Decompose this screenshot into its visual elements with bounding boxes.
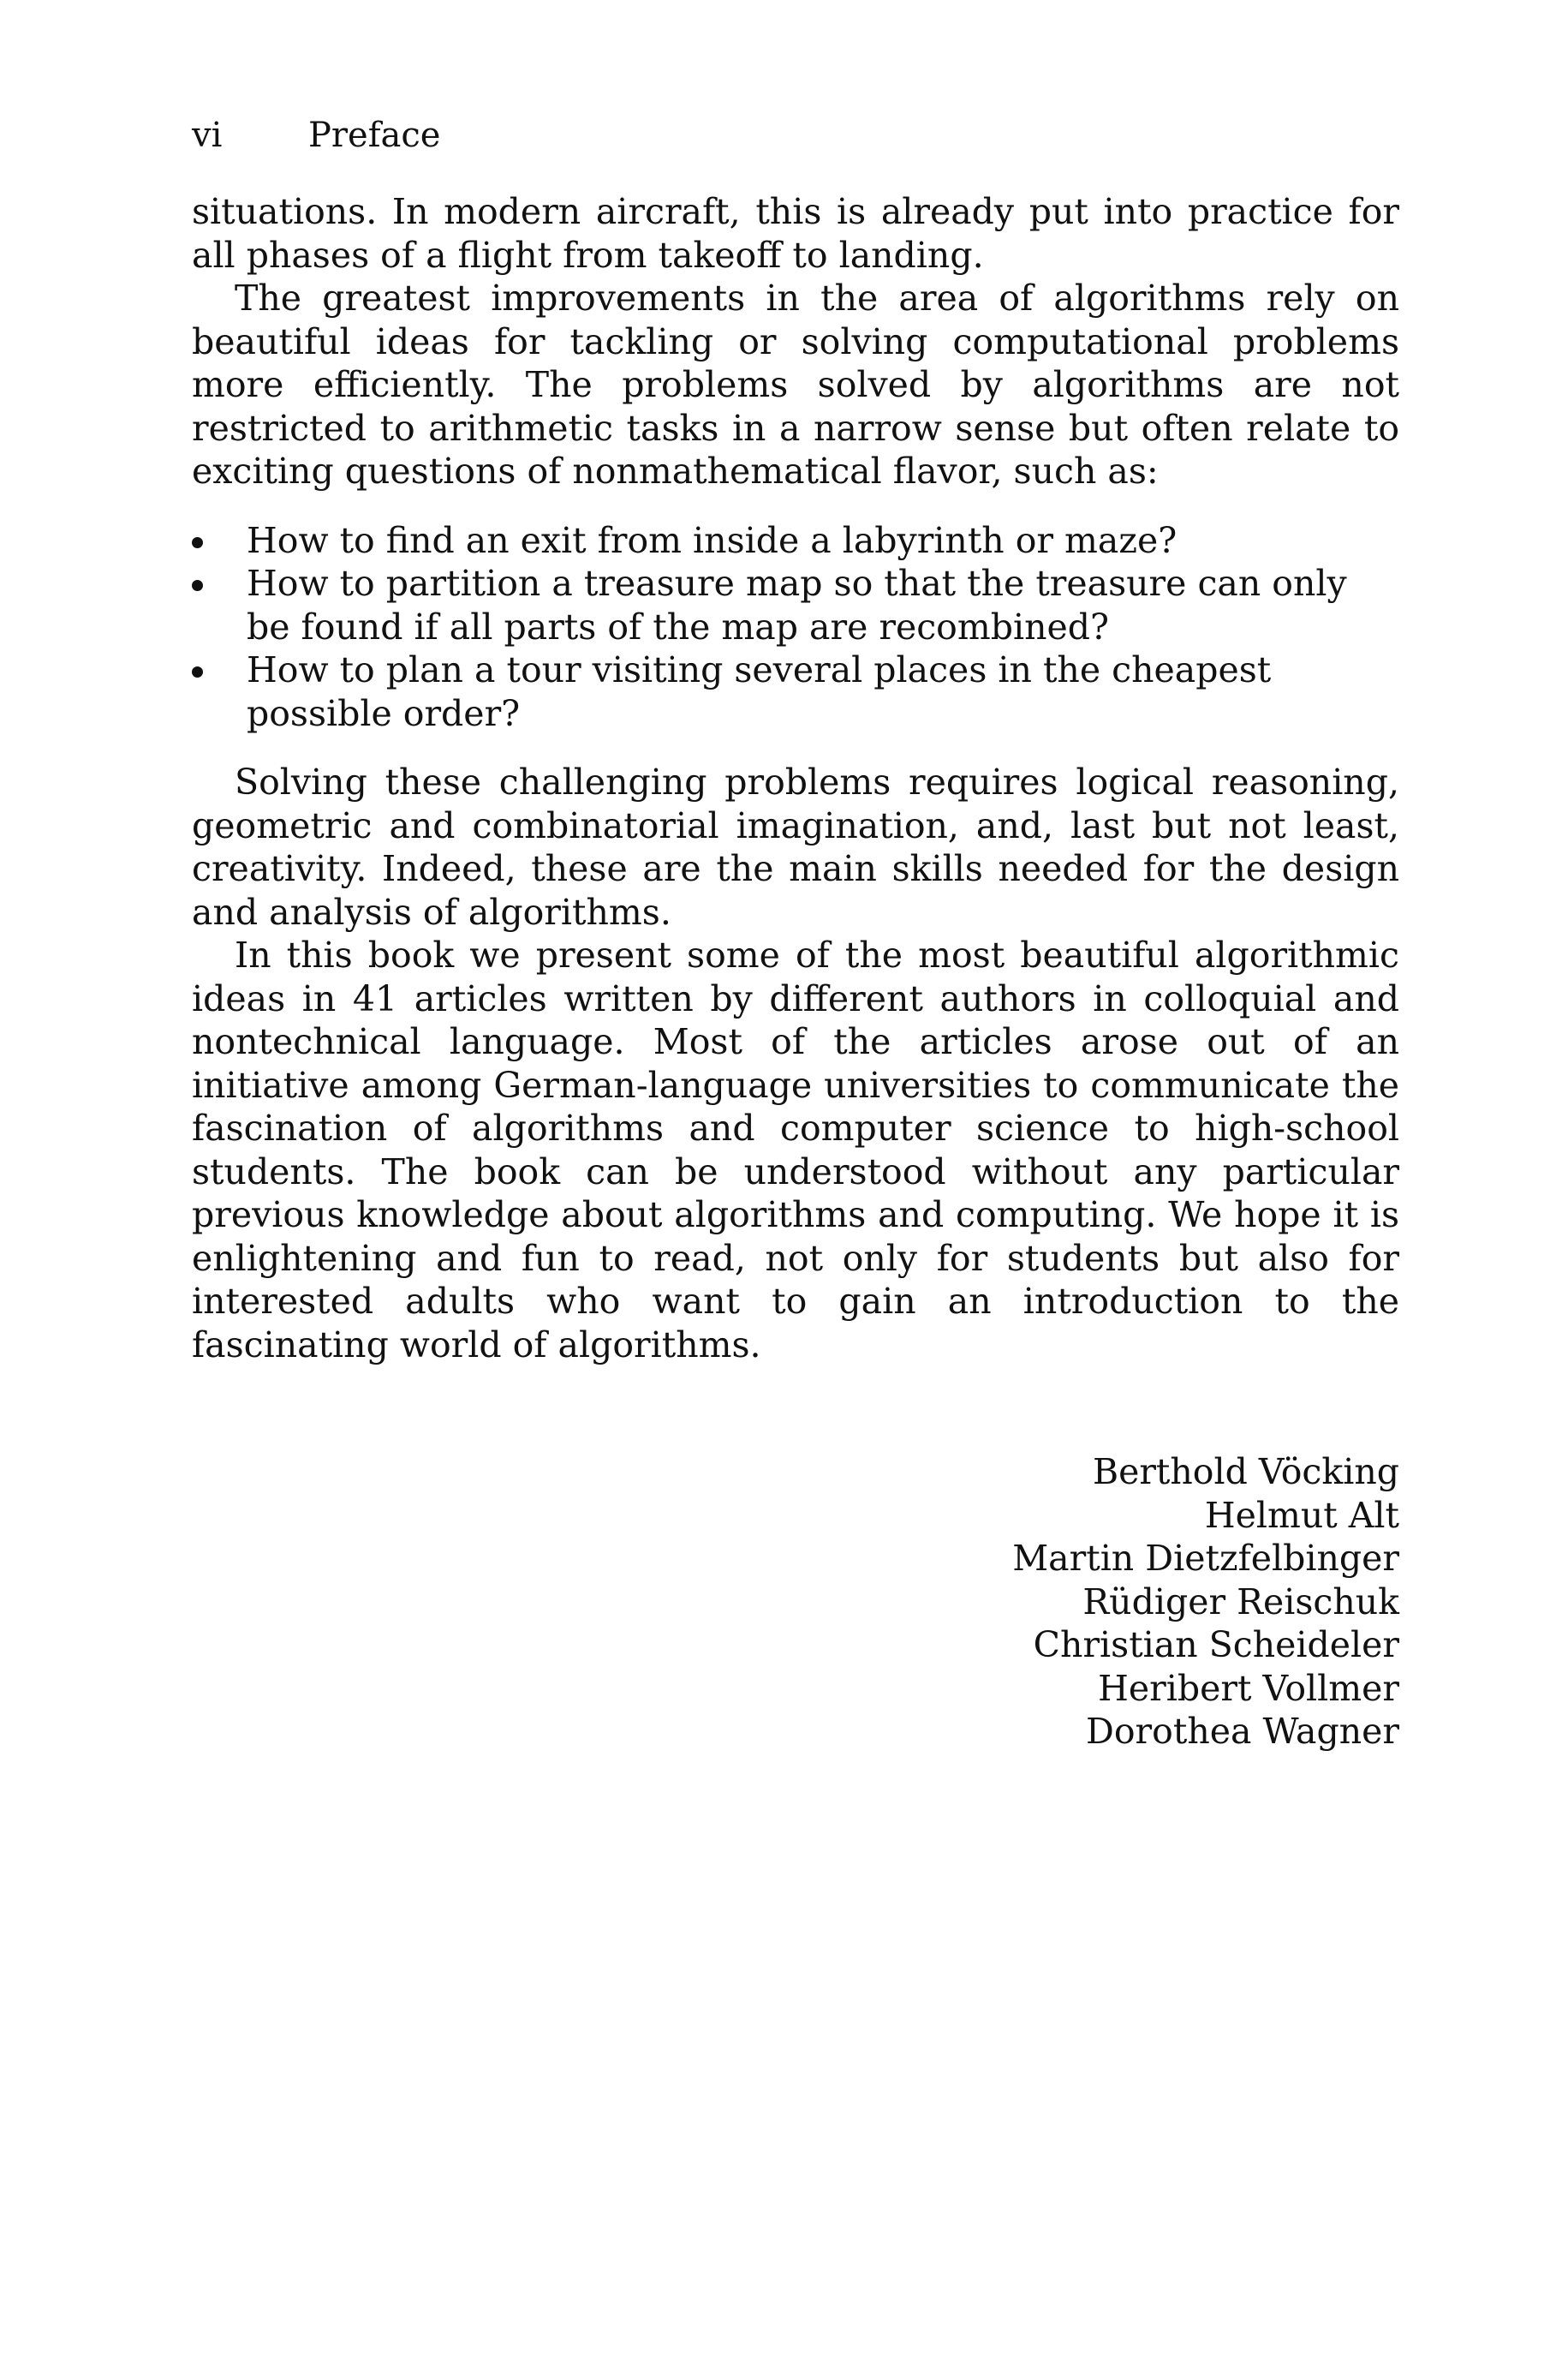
bullet-icon	[192, 580, 203, 591]
page-number: vi	[192, 116, 223, 155]
list-item: How to find an exit from inside a labyrinth or maze?	[192, 519, 1399, 563]
author-signatures	[192, 1450, 1399, 1754]
list-item: How to plan a tour visiting several places in the cheapest possible order?	[192, 648, 1399, 735]
book-page	[192, 111, 1399, 1754]
paragraph: The greatest improvements in the area of algorithms rely on beautiful ideas for tackling or solving computational problems more efficiently. The problems solved by algorithms are not restricted to arithmetic tasks in a narrow sense but often relate to exciting questions of nonmathematical flavor, such as:	[192, 278, 1399, 492]
bullet-icon	[192, 537, 203, 548]
running-head	[192, 111, 1399, 159]
question-list	[192, 519, 1399, 736]
list-item: How to partition a treasure map so that the treasure can only be found if all parts of the map are recombined?	[192, 562, 1399, 648]
author-name: Heribert Vollmer	[1098, 1667, 1399, 1709]
chapter-title: Preface	[308, 116, 441, 155]
author-name: Christian Scheideler	[1033, 1624, 1399, 1665]
preface-body	[192, 190, 1399, 1366]
author-name: Berthold Vöcking	[1092, 1451, 1399, 1492]
paragraph: Solving these challenging problems requires logical reasoning, geometric and combinatorial imagination, and, last but not least, creativity. Indeed, these are the main skills needed for the design and analysis of algorithms.	[192, 762, 1399, 933]
paragraph: In this book we present some of the most beautiful algorithmic ideas in 41 articles written by different authors in colloquial and nontechnical language. Most of the articles arose out of an initiative among German-language universities to communicate the fascination of algorithms and computer science to high-school students. The book can be understood without any particular previous knowledge about algorithms and computing. We hope it is enlightening and fun to read, not only for students but also for interested adults who want to gain an introduction to the fascinating world of algorithms.	[192, 935, 1399, 1365]
paragraph-continued: situations. In modern aircraft, this is already put into practice for all phases of a flight from takeoff to landing.	[192, 191, 1399, 276]
author-name: Helmut Alt	[1204, 1494, 1399, 1536]
author-name: Dorothea Wagner	[1086, 1711, 1399, 1752]
author-name: Martin Dietzfelbinger	[1012, 1538, 1399, 1579]
author-name: Rüdiger Reischuk	[1082, 1580, 1399, 1622]
bullet-icon	[192, 666, 203, 678]
